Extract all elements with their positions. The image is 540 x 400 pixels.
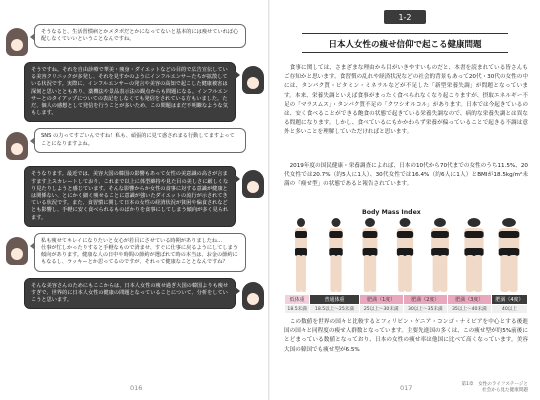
chapter-footer: 第1章 女性のライフステージと 社会から見た健康問題: [461, 382, 528, 393]
bmi-range: 40以上: [491, 305, 527, 314]
speech-bubble: そうなります。最近では、美容大国の韓国の影響もあって女性の美意識の高さが言ますます上スカレートしており、これまで以上に体型維持や見た目の美しさに厳しくなり見たりしようと感じています。そんな影響からか女性の食事に対する意識が健康とは関係ない、とにかく細く痩せることに意識が強いたダイエットの流行が示されてきている状況です。また、食習慣に関して日本の女性の経済状況が貧困や偏食されなどとも影響し、手軽に安く食べられるものばかりを食事にしてしまう傾向が多く見られます。: [24, 166, 236, 226]
speech-bubble: SNS の力ってすごいんですね！私も、頑張的に見て惑されまる行動してますよってことになりますよね。: [34, 128, 246, 152]
section-title: 日本人女性の痩せ信仰で起こる健康問題: [328, 40, 482, 50]
bmi-category: 肥満（2度）: [403, 295, 447, 305]
bmi-range: 25以上～30未満: [359, 305, 403, 314]
girl-avatar: [6, 132, 28, 160]
bmi-category: 肥満（3度）: [447, 295, 491, 305]
bmi-table: [284, 294, 528, 314]
doctor-avatar: [242, 66, 264, 94]
girl-avatar: [6, 237, 28, 265]
chat-row: [6, 24, 264, 56]
bmi-category: 肥満（1度）: [359, 295, 403, 305]
speech-bubble: そんな美容さんのためにもここからは、日本人女性の痩せ過ぎ大国の韓国よりも痩せすぎで、世界的に日本人女性の健康の問題となっていることについて、分析をしていこうと思います。: [24, 278, 236, 310]
speech-bubble: そうですね。それを自由診療で華美・痩身・ダイエットなどの目的で広告宣伝している美容クリニックが多発し、それを見すかのようにインフルエンサーたちが拡散している状況です。実際に、インフルエンサーの発言や美容の高知で起こした健康被害は深刻と思いとともあり、薬機法や景品表示法の観点からも問題になる。インフルエンサーとのタイアップについての表記をしなくても発信をされている方もいました。ただ、個人の感想として発信を行うことが多いため、この問題はまだ不明瞭なような気もします。: [24, 62, 236, 122]
bmi-category: 肥満（4度）: [491, 295, 527, 305]
bmi-range-row: [285, 305, 528, 314]
bmi-figure: [286, 218, 316, 294]
body-paragraph: この数値を世界の国々と比較するとフィリピン・ケニア・コンゴ・ナミビアを中心とする後進国の国々と同程度の痩せ人群数となっています。主要先進国の多くは、この痩せ型が約5%前後にとどまっている数値となっており、日本の女性の痩せ率は他国に比べて高くなっています。美容大国の韓国でも痩せ型が6.5%: [284, 319, 528, 353]
bmi-range: 18.5未満: [285, 305, 310, 314]
body-paragraph: 2019年度の国民健康・栄養調査によれば、日本の10代から70代までの女性のうち11.5%、20代女性では20.7%（約5人に1人）、30代女性では16.4%（約6人に1人）とBMIが18.5kg/m²未満の「痩せ型」の状態であると報告されています。: [284, 163, 528, 188]
girl-avatar: [6, 28, 28, 56]
bmi-figures: [286, 218, 524, 294]
page-number: 016: [130, 384, 143, 392]
bmi-category: 普通体重: [310, 295, 359, 305]
bmi-range: 30以上～35未満: [403, 305, 447, 314]
doctor-avatar: [242, 282, 264, 310]
page-number: 017: [400, 384, 413, 392]
doctor-avatar: [242, 170, 264, 198]
bmi-range: 35以上～40未満: [447, 305, 491, 314]
divider: [302, 33, 508, 34]
bmi-range: 18.5以上～25未満: [310, 305, 359, 314]
bmi-figure: [483, 218, 535, 294]
bmi-category: 低体重: [285, 295, 310, 305]
chat-row: [6, 233, 264, 272]
chat-row: [6, 278, 264, 310]
speech-bubble: 私も痩せてキレイになりたいと女心が若目にさせている時期がありましたね… 仕事が忙しかったりすると手軽なもので済ませ、すぐに仕事に戻るようにしてしまう傾向があります。健康な人の日中や時間の節約が選ばれて時の本当は、お金の節約にもなるし、ラッキーとか思ってるのですが、それって健康なこととなんですね？: [34, 233, 246, 272]
bmi-chart-title: Body Mass Index: [362, 209, 421, 216]
chat-row: [6, 128, 264, 160]
divider: [302, 52, 508, 53]
body-paragraph: 食事に関しては、さまざまな理由から目がいきやすいものだと、本書を読まれている皆さんもご存知かと思います。食習慣の乱れや経済状況などの社会的背景もあって20代・30代の女性の中には、タンパク質・ビタミン・ミネラルなどが不足した「新型栄養失調」が問題となっています。本来、栄養失調といえば食事がまったく食べられなくなり起こりますが、摂取エネルギー不足の「マラスムス」・タンパク質不足の「クワシオルコル」があります。日本では今起きているのは、安く食べることができる飽食の状態で起きている栄養失調なので、病的な栄養失調とは異なる問題になります。しかし、食べているにもかかわらず栄養が偏っていることで起きる不調は意外と多いことを理解していただければと思います。: [284, 65, 528, 136]
right-page: [270, 0, 540, 400]
section-number: 1-2: [384, 10, 426, 24]
chat-row: [6, 166, 264, 226]
speech-bubble: そうなると、生活習慣病とかメタボだとかになってないと基本的には痩せていれば心配しなくていいということなんですね。: [34, 24, 246, 48]
bmi-figure: [352, 218, 389, 294]
chat-row: [6, 62, 264, 122]
chat-dialogue: [6, 24, 264, 316]
bmi-category-row: [285, 295, 528, 305]
bmi-figure: [319, 218, 353, 294]
